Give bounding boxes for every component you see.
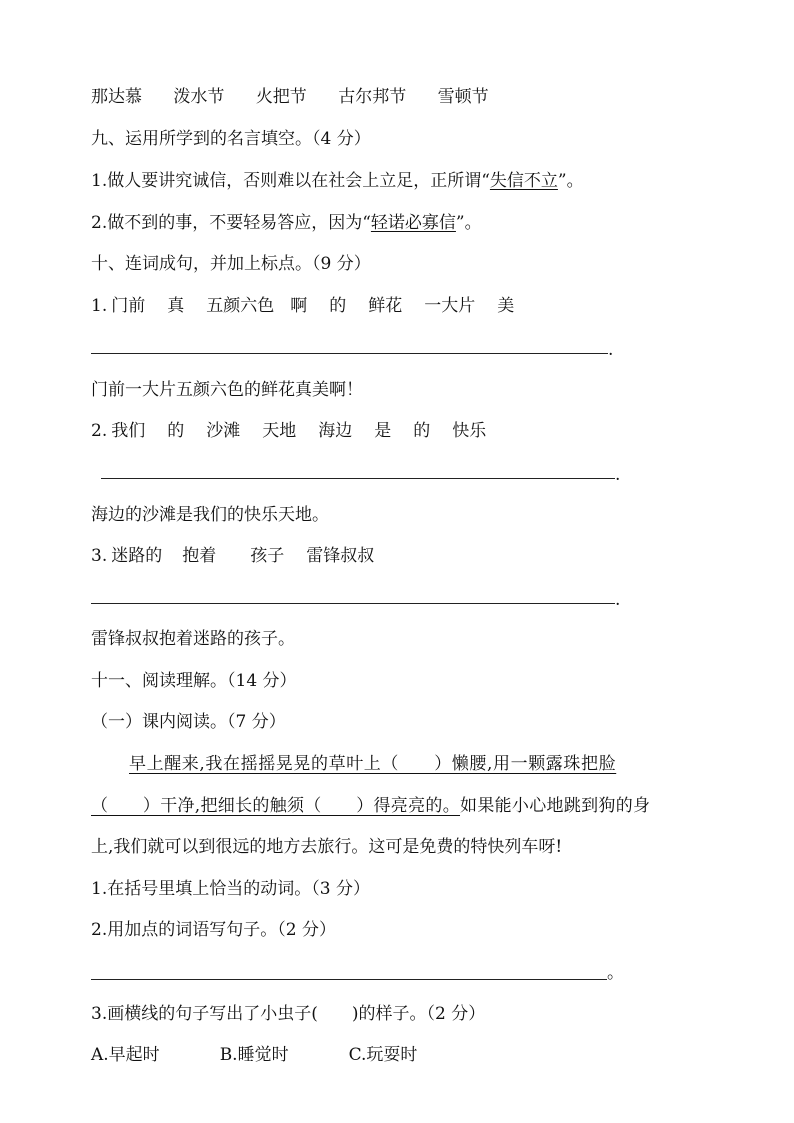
- word: 一大片: [424, 296, 476, 316]
- festival-item: 那达慕: [91, 87, 142, 107]
- word-group-2: [91, 420, 508, 442]
- word: 的: [329, 296, 347, 316]
- word-group-1: [91, 295, 536, 317]
- choice-c[interactable]: C.玩耍时: [348, 1045, 418, 1065]
- word: 啊: [290, 296, 308, 316]
- answer-line-4[interactable]: [91, 979, 607, 980]
- line-end-period: .: [615, 590, 621, 610]
- q2-suffix: ”。: [455, 213, 482, 233]
- choice-a[interactable]: A.早起时: [91, 1045, 160, 1065]
- line-end-mark: 。: [607, 963, 624, 983]
- word-group-3: [91, 545, 396, 567]
- reading-para-line1: [91, 753, 706, 775]
- underlined-sentence: 早上醒来,我在摇摇晃晃的草叶上（ ）懒腰,用一颗露珠把脸: [129, 754, 617, 774]
- reading-text: 如果能小心地跳到狗的身: [460, 796, 651, 816]
- answer-line-2[interactable]: [101, 478, 615, 479]
- festival-item: 火把节: [255, 87, 307, 107]
- word: 沙滩: [206, 421, 241, 441]
- answer-line-3[interactable]: [91, 603, 615, 604]
- section9-q1: [91, 170, 584, 192]
- festival-list: [91, 86, 515, 108]
- reading-q3-choices: [91, 1044, 477, 1066]
- line-end-period: .: [615, 465, 621, 485]
- word: 雷锋叔叔: [306, 546, 375, 566]
- reading-q2: 2.用加点的词语写句子。（2 分）: [91, 920, 336, 940]
- word: 快乐: [452, 421, 487, 441]
- answer-2: 海边的沙滩是我们的快乐天地。: [91, 505, 329, 525]
- section10-title: 十、连词成句，并加上标点。（9 分）: [91, 254, 371, 274]
- word: 的: [167, 421, 185, 441]
- line-end-period: .: [608, 340, 614, 360]
- word: 抱着: [182, 546, 217, 566]
- underlined-sentence-cont: （ ）干净,把细长的触须（ ）得亮亮的。: [91, 796, 461, 816]
- item-number: 1.: [91, 296, 108, 316]
- choice-b[interactable]: B.睡觉时: [219, 1045, 289, 1065]
- q1-prefix: 1.做人要讲究诚信，否则难以在社会上立足，正所谓“: [91, 171, 490, 191]
- reading-para-line3: 上,我们就可以到很远的地方去旅行。这可是免费的特快列车呀!: [91, 837, 563, 857]
- item-number: 2.: [91, 421, 108, 441]
- word: 迷路的: [111, 546, 163, 566]
- word: 是: [374, 421, 392, 441]
- word: 孩子: [250, 546, 285, 566]
- q2-prefix: 2.做不到的事，不要轻易答应，因为“: [91, 213, 371, 233]
- word: 海边: [318, 421, 353, 441]
- section9-q2: [91, 212, 482, 234]
- section9-title: 九、运用所学到的名言填空。（4 分）: [91, 129, 371, 149]
- q1-answer: 失信不立: [489, 171, 558, 191]
- word: 真: [167, 296, 185, 316]
- word: 我们: [111, 421, 146, 441]
- answer-1: 门前一大片五颜六色的鲜花真美啊！: [91, 380, 363, 400]
- q1-suffix: ”。: [557, 171, 584, 191]
- q2-answer: 轻诺必寡信: [370, 213, 456, 233]
- festival-item: 雪顿节: [437, 87, 489, 107]
- word: 门前: [111, 296, 146, 316]
- word: 的: [413, 421, 431, 441]
- answer-line-1[interactable]: [91, 353, 608, 354]
- word: 鲜花: [368, 296, 403, 316]
- section11-title: 十一、阅读理解。（14 分）: [91, 671, 297, 691]
- reading-para-line2: [91, 795, 706, 817]
- reading-q3: 3.画横线的句子写出了小虫子( )的样子。（2 分）: [91, 1004, 486, 1024]
- reading-q1: 1.在括号里填上恰当的动词。（3 分）: [91, 879, 370, 899]
- word: 天地: [262, 421, 297, 441]
- answer-3: 雷锋叔叔抱着迷路的孩子。: [91, 629, 295, 649]
- word: 美: [497, 296, 515, 316]
- festival-item: 古尔邦节: [338, 87, 407, 107]
- section11-subtitle: （一）课内阅读。（7 分）: [91, 712, 286, 732]
- word: 五颜六色: [206, 296, 275, 316]
- item-number: 3.: [91, 546, 108, 566]
- festival-item: 泼水节: [173, 87, 225, 107]
